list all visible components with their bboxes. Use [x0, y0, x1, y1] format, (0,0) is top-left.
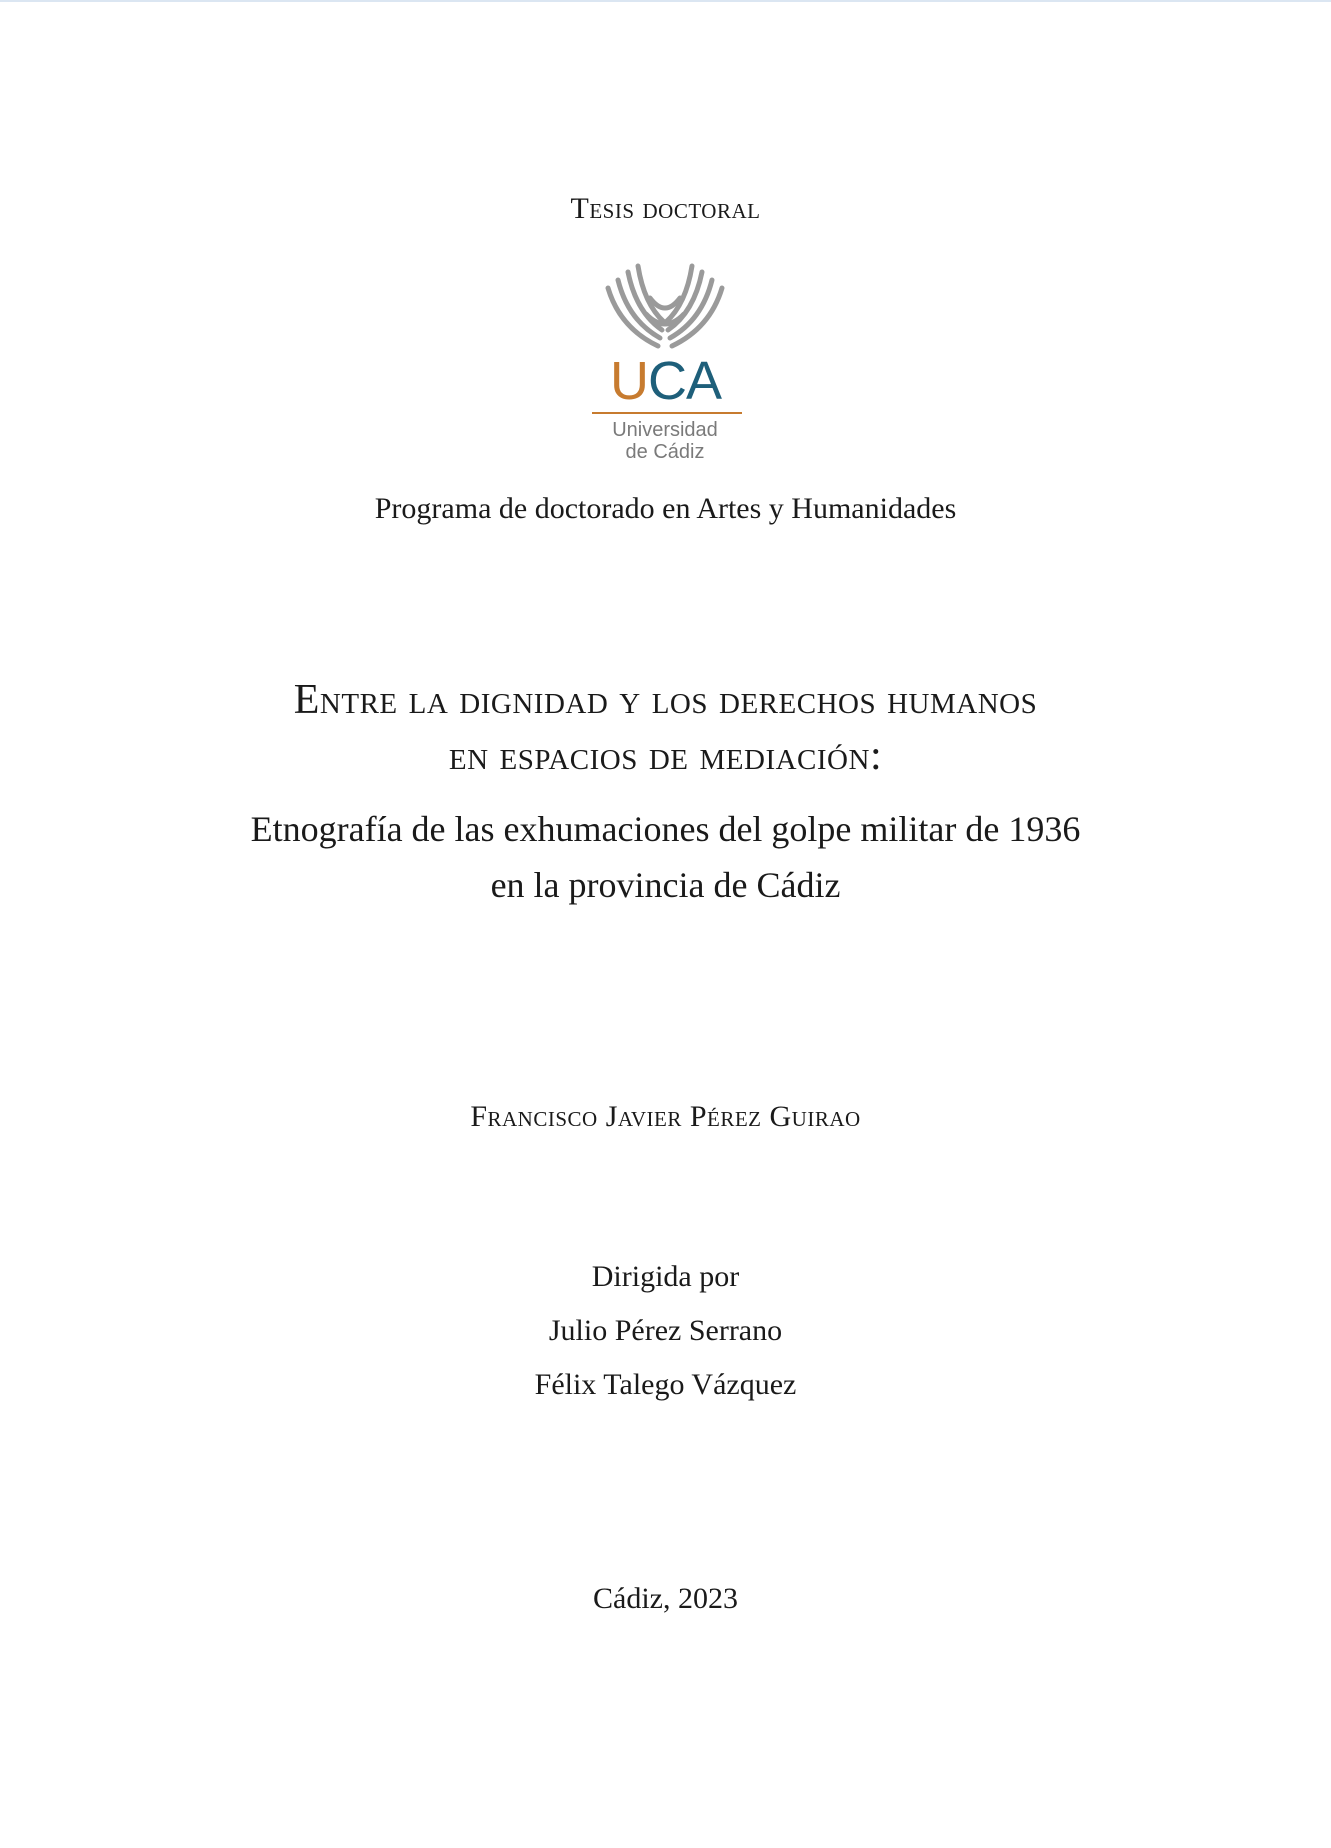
thesis-title-line2: en espacios de mediación:	[448, 733, 883, 779]
logo-divider	[592, 412, 742, 414]
directed-by-label: Dirigida por	[591, 1260, 740, 1293]
thesis-subtitle-line1: Etnografía de las exhumaciones del golpe militar de 1936	[250, 809, 1081, 849]
doctoral-program: Programa de doctorado en Artes y Humanidades	[374, 492, 957, 525]
logo-acronym	[610, 351, 722, 411]
university-logo	[580, 258, 750, 468]
thesis-subtitle-line2: en la provincia de Cádiz	[490, 865, 841, 905]
logo-acronym-u: U	[610, 351, 648, 411]
document-type: Tesis doctoral	[570, 192, 761, 225]
director-name: Julio Pérez Serrano	[548, 1314, 783, 1347]
place-and-date: Cádiz, 2023	[593, 1582, 738, 1615]
uca-wings-emblem-icon	[580, 258, 750, 354]
thesis-title-line1: Entre la dignidad y los derechos humanos	[293, 677, 1038, 723]
author-name: Francisco Javier Pérez Guirao	[470, 1100, 861, 1133]
logo-acronym-ca: CA	[648, 351, 722, 411]
director-name: Félix Talego Vázquez	[534, 1368, 797, 1401]
page-top-border	[0, 0, 1331, 2]
logo-text-line2: de Cádiz	[625, 441, 705, 463]
logo-text-line1: Universidad	[612, 419, 718, 441]
